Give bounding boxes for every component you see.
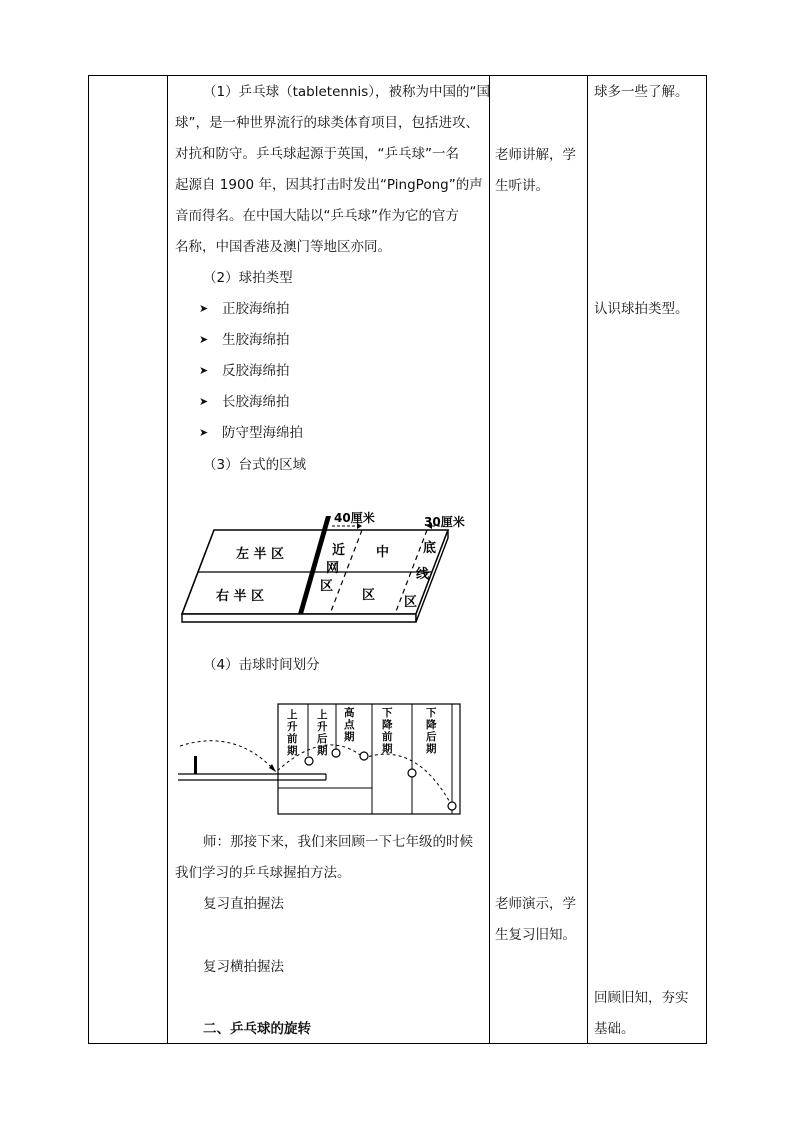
table-col-line-1 (88, 75, 89, 1044)
baseline-zone-char: 底 (423, 541, 437, 556)
intro-line-2: 球”，是一种世界流行的球类体育项目，包括进攻、 (175, 115, 479, 131)
racket-bullet-icon: ➤ (199, 364, 209, 377)
racket-type-item: 反胶海绵拍 (222, 363, 290, 379)
table-zones-diagram (176, 506, 476, 634)
phase-char: 前 (287, 733, 298, 745)
racket-type-item: 正胶海绵拍 (222, 301, 290, 317)
intro-line-3: 对抗和防守。乒乓球起源于英国，“乒乓球”一名 (175, 146, 459, 162)
phase-char: 期 (382, 743, 393, 755)
near-net-zone-char: 近 (332, 543, 346, 558)
table-col-line-4 (587, 75, 588, 1044)
phase-char: 前 (382, 731, 393, 743)
ball (360, 752, 368, 760)
timing-heading: （4）击球时间划分 (203, 657, 320, 673)
intent-text: 认识球拍类型。 (594, 301, 689, 317)
label-30cm: 30厘米 (424, 515, 465, 529)
phase-char: 期 (426, 743, 437, 755)
racket-type-item: 防守型海绵拍 (222, 425, 303, 441)
phase-char: 上 (287, 709, 298, 721)
net-post (194, 756, 197, 774)
ball (408, 769, 416, 777)
review-item-1: 复习直拍握法 (203, 896, 284, 912)
near-net-zone-char: 网 (326, 561, 340, 576)
intent-text: 基础。 (594, 1021, 635, 1037)
baseline-zone-char: 线 (416, 567, 430, 582)
middle-zone-char: 中 (376, 545, 390, 560)
middle-zone-char: 区 (362, 588, 376, 603)
phase-char: 点 (344, 719, 355, 731)
racket-bullet-icon: ➤ (199, 333, 209, 346)
ball (332, 749, 340, 757)
phase-char: 下 (426, 707, 437, 719)
activity-text: 生复习旧知。 (495, 927, 576, 943)
teacher-line-2: 我们学习的乒乓球握拍方法。 (175, 865, 351, 881)
racket-heading: （2）球拍类型 (203, 270, 293, 286)
intro-line-4: 起源自 1900 年，因其打击时发出“PingPong”的声 (175, 177, 483, 193)
table-bottom-border (88, 1043, 707, 1044)
racket-bullet-icon: ➤ (199, 302, 209, 315)
racket-type-item: 长胶海绵拍 (222, 394, 290, 410)
table-col-line-5 (706, 75, 707, 1044)
phase-char: 下 (382, 707, 393, 719)
table-col-line-2 (167, 75, 168, 1044)
activity-text: 生听讲。 (495, 178, 549, 194)
phase-char: 期 (287, 745, 298, 757)
racket-type-item: 生胶海绵拍 (222, 332, 290, 348)
phase-char: 期 (317, 745, 328, 757)
table-area-heading: （3）台式的区域 (203, 457, 307, 473)
teacher-line-1: 师：那接下来，我们来回顾一下七年级的时候 (203, 834, 473, 850)
phase-char: 升 (287, 721, 298, 733)
label-40cm: 40厘米 (334, 511, 375, 525)
near-net-zone-char: 区 (320, 579, 334, 594)
racket-bullet-icon: ➤ (199, 395, 209, 408)
phase-label-fall-late (426, 706, 437, 755)
intro-line-5: 音而得名。在中国大陆以“乒乓球”作为它的官方 (175, 208, 459, 224)
hit-timing-diagram (176, 698, 466, 818)
table-col-line-3 (489, 75, 490, 1044)
table-top-border (88, 75, 707, 76)
section-heading-2: 二、乒乓球的旋转 (203, 1021, 311, 1037)
phase-char: 上 (317, 709, 328, 721)
intro-line-1: （1）乒乓球（tabletennis），被称为中国的“国 (203, 84, 491, 100)
phase-char: 升 (317, 721, 328, 733)
intent-text: 球多一些了解。 (594, 84, 689, 100)
phase-label-fall-early (382, 706, 393, 755)
left-half-zone: 左 半 区 (236, 547, 285, 562)
ball (448, 802, 456, 810)
phase-char: 降 (382, 719, 393, 731)
phase-char: 后 (426, 731, 437, 743)
review-item-2: 复习横拍握法 (203, 959, 284, 975)
activity-text: 老师演示，学 (495, 896, 576, 912)
phase-label-rise-early (287, 708, 298, 757)
intro-line-6: 名称，中国香港及澳门等地区亦同。 (175, 239, 391, 255)
phase-label-rise-late (317, 708, 328, 757)
phase-char: 后 (317, 733, 328, 745)
phase-label-peak (344, 706, 355, 743)
right-half-zone: 右 半 区 (216, 589, 265, 604)
phase-char: 高 (344, 707, 355, 719)
racket-bullet-icon: ➤ (199, 426, 209, 439)
activity-text: 老师讲解，学 (495, 147, 576, 163)
table-edge (182, 614, 416, 622)
ball (305, 757, 313, 765)
baseline-zone-char: 区 (404, 595, 418, 610)
phase-char: 期 (344, 731, 355, 743)
phase-char: 降 (426, 719, 437, 731)
intent-text: 回顾旧知，夯实 (594, 990, 689, 1006)
